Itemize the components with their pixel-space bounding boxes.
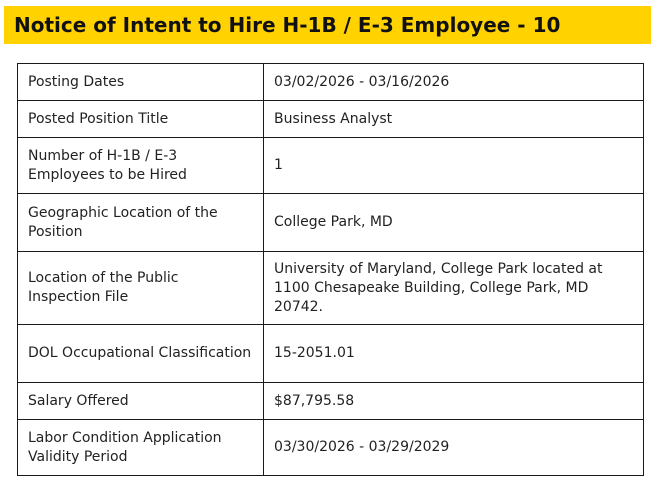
row-value: University of Maryland, College Park located at 1100 Chesapeake Building, College Park, MD 20742. bbox=[264, 252, 644, 325]
row-label: Posted Position Title bbox=[18, 101, 264, 138]
row-value: 1 bbox=[264, 138, 644, 194]
row-value: College Park, MD bbox=[264, 194, 644, 252]
row-value: 03/02/2026 - 03/16/2026 bbox=[264, 64, 644, 101]
table-row-position-title bbox=[18, 101, 644, 138]
table-row-occupational-classification bbox=[18, 325, 644, 383]
row-value: Business Analyst bbox=[264, 101, 644, 138]
row-label: Salary Offered bbox=[18, 383, 264, 420]
table-row-validity-period bbox=[18, 420, 644, 476]
table-row-salary-offered bbox=[18, 383, 644, 420]
row-label: Number of H-1B / E-3 Employees to be Hired bbox=[18, 138, 264, 194]
page-title: Notice of Intent to Hire H-1B / E-3 Employee - 10 bbox=[14, 13, 561, 37]
row-value: 03/30/2026 - 03/29/2029 bbox=[264, 420, 644, 476]
title-banner bbox=[4, 6, 651, 44]
table-row-public-inspection-file bbox=[18, 252, 644, 325]
notice-details-table bbox=[17, 63, 644, 476]
row-label: Labor Condition Application Validity Period bbox=[18, 420, 264, 476]
row-label: Geographic Location of the Position bbox=[18, 194, 264, 252]
row-label: DOL Occupational Classification bbox=[18, 325, 264, 383]
table-row-employees-count bbox=[18, 138, 644, 194]
table-row-posting-dates bbox=[18, 64, 644, 101]
row-label: Location of the Public Inspection File bbox=[18, 252, 264, 325]
table-row-geographic-location bbox=[18, 194, 644, 252]
row-value: 15-2051.01 bbox=[264, 325, 644, 383]
row-value: $87,795.58 bbox=[264, 383, 644, 420]
row-label: Posting Dates bbox=[18, 64, 264, 101]
